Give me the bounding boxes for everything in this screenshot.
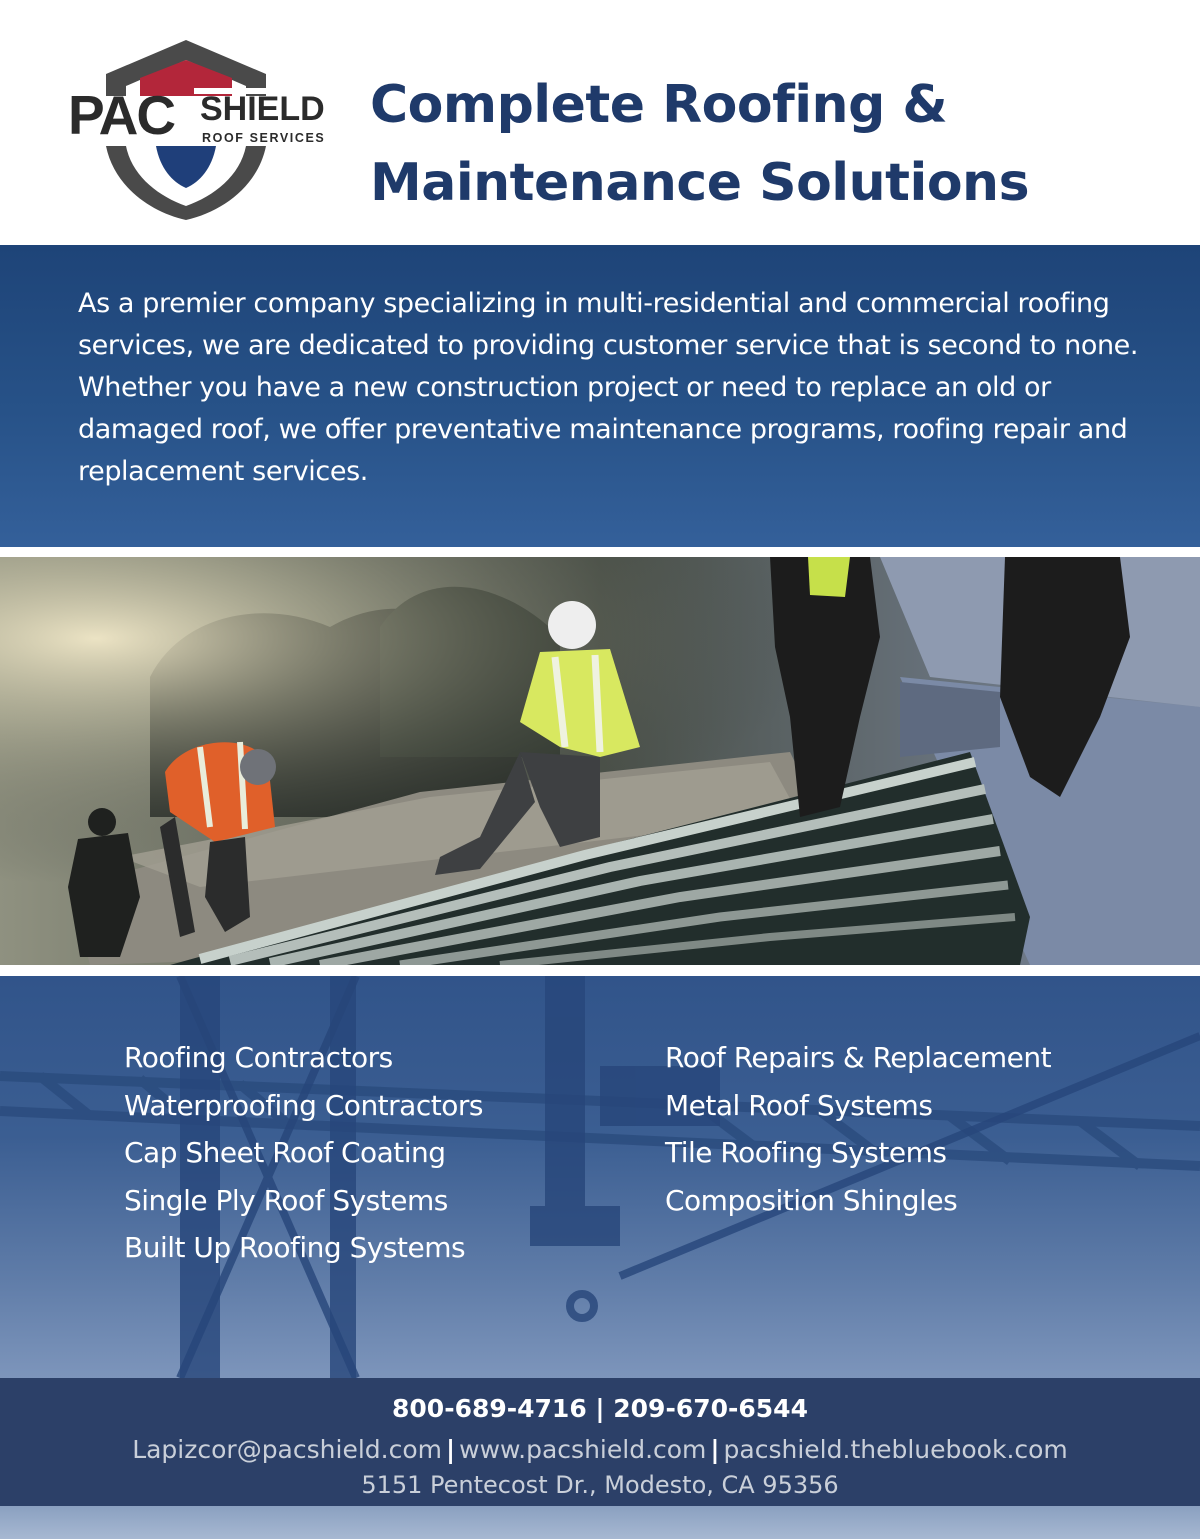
contact-footer <box>0 1378 1200 1506</box>
roofers-photo-illustration <box>0 557 1200 965</box>
website-link[interactable]: www.pacshield.com <box>459 1435 707 1464</box>
phone-numbers: 800-689-4716 | 209-670-6544 <box>392 1394 808 1423</box>
services-list-right <box>665 1034 1051 1224</box>
service-item: Composition Shingles <box>665 1183 958 1217</box>
bluebook-link[interactable]: pacshield.thebluebook.com <box>723 1435 1068 1464</box>
intro-band <box>0 245 1200 547</box>
page-title <box>370 66 1029 222</box>
intro-paragraph: As a premier company specializing in multi-residential and commercial roofing services, we are dedicated to providing customer service that is second to none. Whether you have a new construction project or need to replace an old or damaged roof, we offer preventative maintenance programs, roofing repair and replacement services. <box>78 288 1139 487</box>
separator: | <box>445 1435 456 1464</box>
service-item: Metal Roof Systems <box>665 1088 933 1122</box>
email-link[interactable]: Lapizcor@pacshield.com <box>132 1435 442 1464</box>
service-item: Roofing Contractors <box>124 1041 393 1074</box>
logo-word-shield: SHIELD <box>200 90 325 128</box>
separator: | <box>710 1435 720 1464</box>
service-item: Roof Repairs & Replacement <box>665 1041 1052 1074</box>
services-band <box>0 976 1200 1378</box>
pac-shield-logo <box>62 36 342 222</box>
services-list-left <box>124 1034 483 1272</box>
page-title-line-2: Maintenance Solutions <box>370 153 1030 213</box>
service-item: Tile Roofing Systems <box>665 1136 947 1169</box>
street-address: 5151 Pentecost Dr., Modesto, CA 95356 <box>361 1471 839 1499</box>
roofers-at-work-photo <box>0 557 1200 965</box>
page-header <box>0 0 1200 245</box>
web-contacts <box>0 1433 1200 1467</box>
page-title-line-1: Complete Roofing & <box>370 75 948 135</box>
service-item: Waterproofing Contractors <box>124 1088 483 1122</box>
service-item: Built Up Roofing Systems <box>124 1231 466 1264</box>
service-item: Single Ply Roof Systems <box>124 1183 448 1217</box>
logo-word-pac: PAC <box>68 84 175 146</box>
logo-word-services: ROOF SERVICES <box>202 131 326 145</box>
bottom-photo-strip <box>0 1506 1200 1539</box>
service-item: Cap Sheet Roof Coating <box>124 1136 446 1169</box>
